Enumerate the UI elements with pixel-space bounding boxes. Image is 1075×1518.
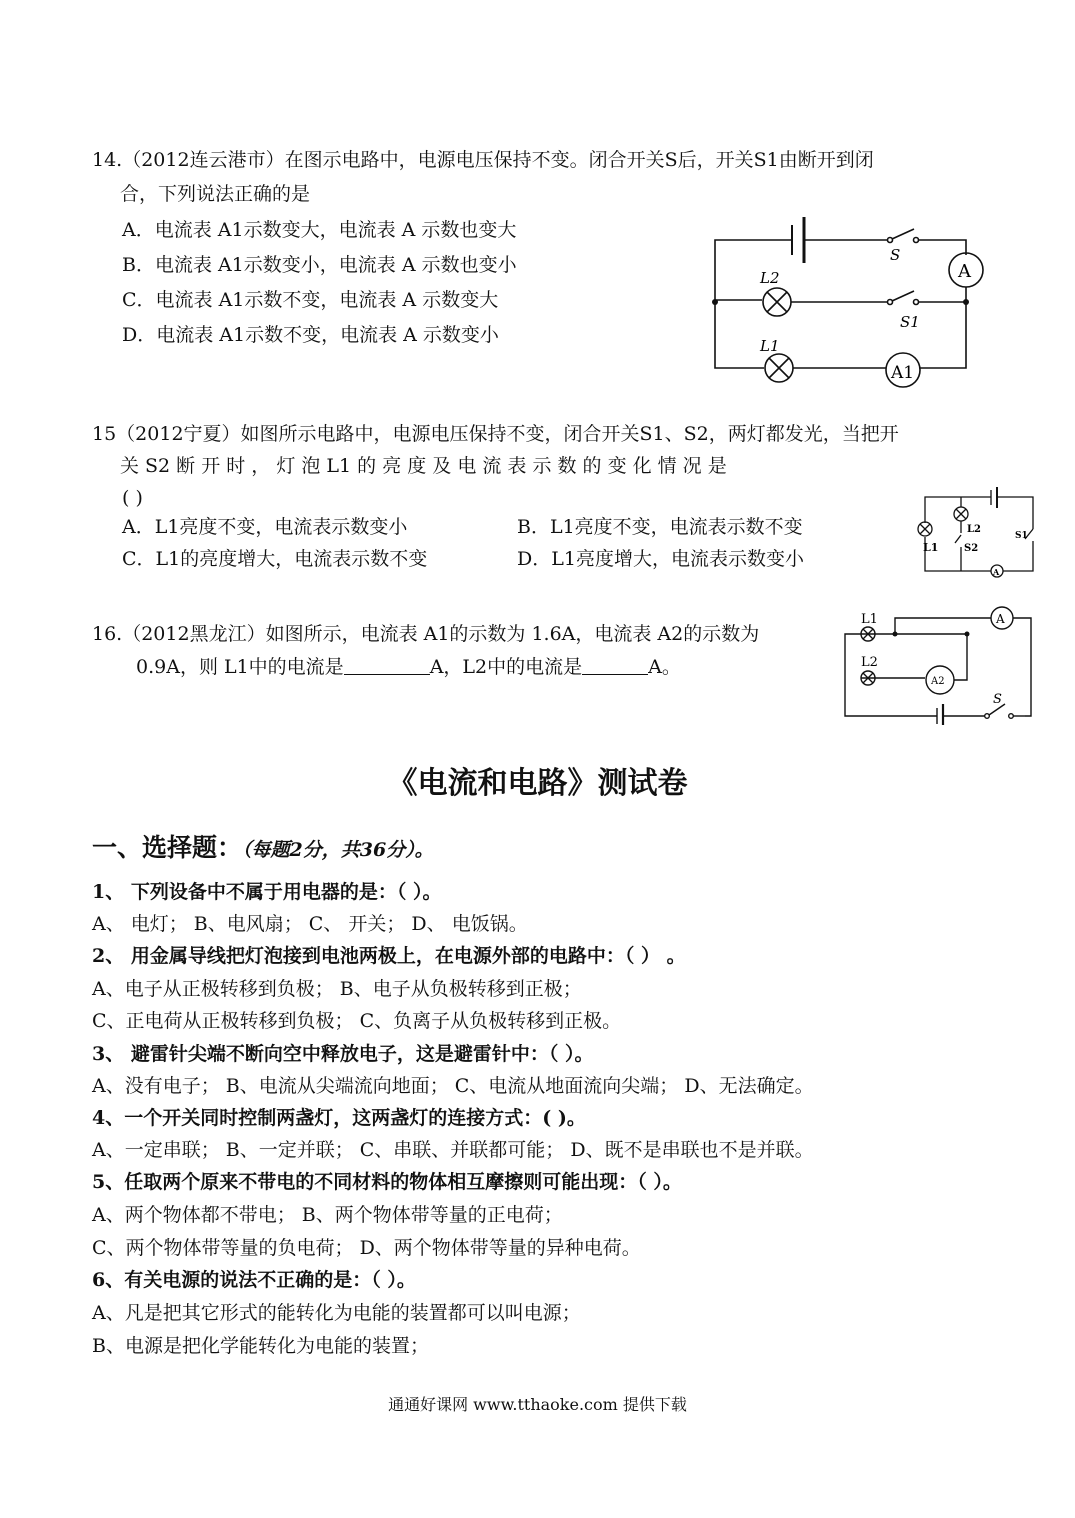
q14-ammeter-a-label: A <box>958 261 971 282</box>
q14-option-c: C．电流表 A1示数不变，电流表 A 示数变大 <box>122 289 499 311</box>
q14-circuit-diagram <box>700 205 1000 400</box>
question-1-stem: 1、 下列设备中不属于用电器的是：（ ）。 <box>92 881 442 903</box>
q14-stem-line1: 14.（2012连云港市）在图示电路中，电源电压保持不变。闭合开关S后，开关S1由断开到闭 <box>92 149 874 171</box>
question-5-options-line1: A、两个物体都不带电； B、两个物体带等量的正电荷； <box>92 1204 563 1226</box>
q16-text-part2: A，L2中的电流是 <box>429 656 583 678</box>
q14-lamp-l2-label: L2 <box>760 269 780 287</box>
question-3-stem: 3、 避雷针尖端不断向空中释放电子，这是避雷针中：（ ）。 <box>92 1043 594 1065</box>
q14-lamp-l1-label: L1 <box>760 337 780 355</box>
footer-text: 通通好课网 www.tthaoke.com 提供下载 <box>388 1395 687 1414</box>
q15-option-a: A．L1亮度不变，电流表示数变小 <box>122 516 408 538</box>
q15-answer-paren: ( ) <box>122 487 143 509</box>
q15-option-b: B．L1亮度不变，电流表示数不变 <box>517 516 803 538</box>
question-4-options: A、一定串联； B、一定并联； C、串联、并联都可能； D、既不是串联也不是并联。 <box>92 1139 814 1161</box>
q15-switch-s2-label: S2 <box>964 543 979 554</box>
q15-option-d: D．L1亮度增大，电流表示数变小 <box>517 548 804 570</box>
q15-ammeter-label: A <box>993 567 1000 577</box>
section-note: （每题2分，共36分）。 <box>242 839 434 861</box>
section-heading <box>92 828 434 864</box>
q15-lamp-l2-label: L2 <box>967 524 981 535</box>
question-1-options: A、 电灯； B、电风扇； C、 开关； D、 电饭锅。 <box>92 913 528 935</box>
question-6-stem: 6、有关电源的说法不正确的是：（ ）。 <box>92 1269 416 1291</box>
q15-stem-line1: 15（2012宁夏）如图所示电路中，电源电压保持不变，闭合开关S1、S2，两灯都发光，当把开 <box>92 423 899 445</box>
test-title: 《电流和电路》测试卷 <box>387 766 688 801</box>
q14-switch-s-label: S <box>890 246 901 264</box>
q14-ammeter-a1-label: A1 <box>891 363 915 383</box>
q16-lamp-l1-label: L1 <box>861 612 878 627</box>
q16-stem-line2 <box>136 655 681 679</box>
question-5-options-line2: C、两个物体带等量的负电荷； D、两个物体带等量的异种电荷。 <box>92 1237 641 1259</box>
q14-option-b: B．电流表 A1示数变小，电流表 A 示数也变小 <box>122 254 517 276</box>
q16-lamp-l2-label: L2 <box>861 655 878 670</box>
q16-ammeter-a-label: A <box>996 612 1005 626</box>
q16-text-part3: A。 <box>648 656 681 678</box>
q16-blank-l1 <box>344 656 430 675</box>
question-2-options-line2: C、正电荷从正极转移到负极； C、负离子从负极转移到正极。 <box>92 1010 622 1032</box>
q15-option-c: C．L1的亮度增大，电流表示数不变 <box>122 548 428 570</box>
q14-stem-line2: 合，下列说法正确的是 <box>120 183 311 205</box>
q16-stem-line1: 16.（2012黑龙江）如图所示，电流表 A1的示数为 1.6A，电流表 A2的示数为 <box>92 623 760 645</box>
q16-circuit-diagram <box>835 600 1040 725</box>
q14-switch-s1-label: S1 <box>900 313 920 331</box>
question-2-options-line1: A、电子从正极转移到负极； B、电子从负极转移到正极； <box>92 978 582 1000</box>
question-2-stem: 2、 用金属导线把灯泡接到电池两极上，在电源外部的电路中：（ ） 。 <box>92 945 686 967</box>
q16-text-part1: 0.9A，则 L1中的电流是 <box>136 656 344 678</box>
section-label: 一、选择题： <box>92 833 243 862</box>
question-6-options-line2: B、电源是把化学能转化为电能的装置； <box>92 1335 429 1357</box>
question-5-stem: 5、任取两个原来不带电的不同材料的物体相互摩擦则可能出现：（ ）。 <box>92 1171 682 1193</box>
q15-stem-line2: 关 S2 断 开 时 ， 灯 泡 L1 的 亮 度 及 电 流 表 示 数 的 变 化 情 况 是 <box>120 455 727 477</box>
q16-switch-s-label: S <box>993 692 1002 707</box>
question-4-stem: 4、一个开关同时控制两盏灯，这两盏灯的连接方式：( )。 <box>92 1107 586 1129</box>
question-3-options: A、没有电子； B、电流从尖端流向地面； C、电流从地面流向尖端； D、无法确定。 <box>92 1075 814 1097</box>
q16-blank-l2 <box>582 656 648 675</box>
q15-circuit-diagram <box>915 485 1045 580</box>
q14-option-a: A．电流表 A1示数变大，电流表 A 示数也变大 <box>122 219 517 241</box>
question-6-options-line1: A、凡是把其它形式的能转化为电能的装置都可以叫电源； <box>92 1302 581 1324</box>
q15-lamp-l1-label: L1 <box>923 541 939 554</box>
q16-ammeter-a2-label: A2 <box>931 676 945 687</box>
q15-switch-s1-label: S1 <box>1015 531 1028 541</box>
q14-option-d: D．电流表 A1示数不变，电流表 A 示数变小 <box>122 324 499 346</box>
